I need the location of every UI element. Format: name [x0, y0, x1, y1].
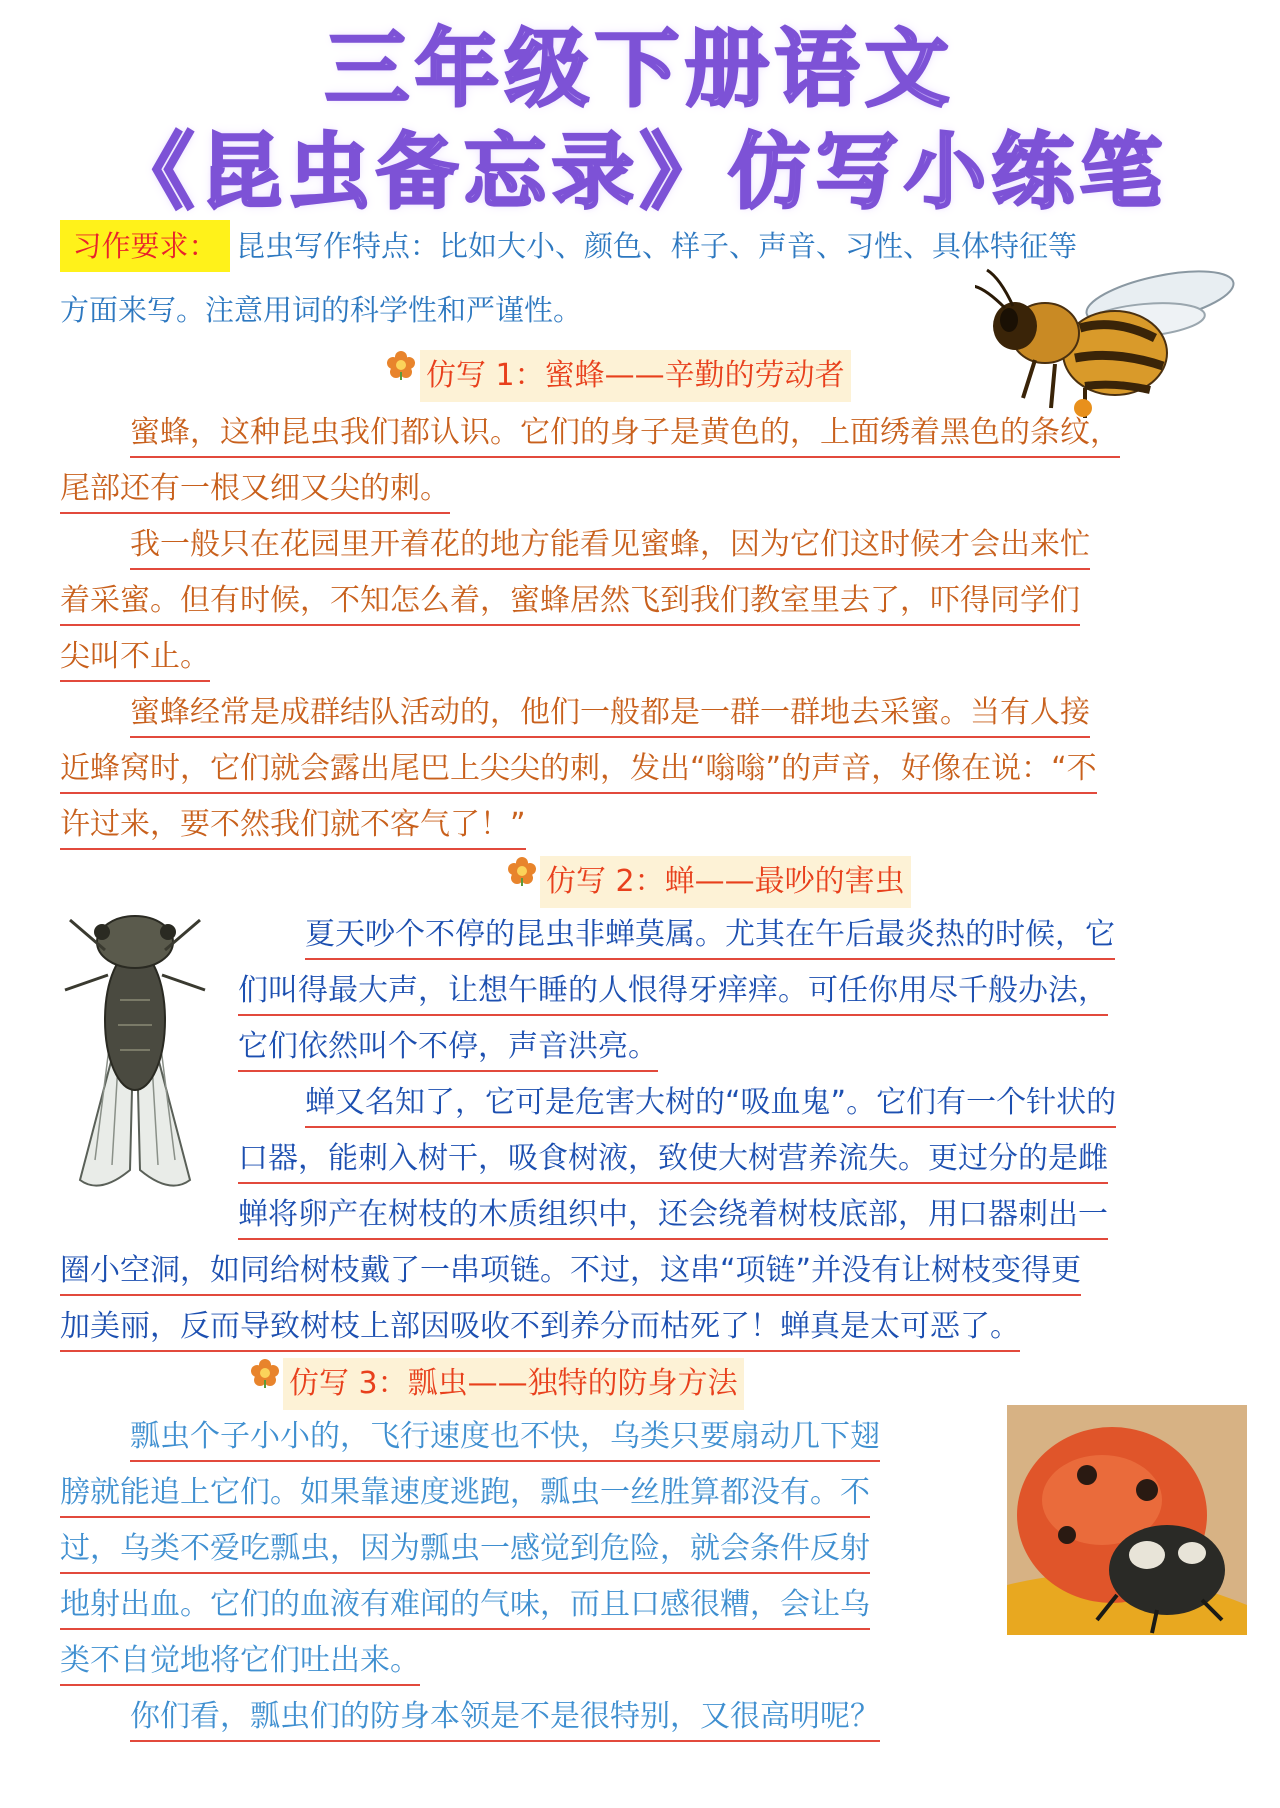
section-3-line: 你们看，瓢虫们的防身本领是不是很特别，又很高明呢？ — [130, 1694, 880, 1742]
section-2-line: 口器，能刺入树干，吸食树液，致使大树营养流失。更过分的是雌 — [238, 1136, 1108, 1184]
section-3-heading: 仿写 3：瓢虫——独特的防身方法 — [283, 1358, 744, 1410]
section-2-line: 蝉又名知了，它可是危害大树的“吸血鬼”。它们有一个针状的 — [305, 1080, 1116, 1128]
section-1-line: 蜜蜂，这种昆虫我们都认识。它们的身子是黄色的，上面绣着黑色的条纹， — [130, 410, 1120, 458]
bee-illustration — [975, 258, 1235, 423]
flower-icon — [250, 1358, 280, 1388]
section-2-line: 加美丽，反而导致树枝上部因吸收不到养分而枯死了！蝉真是太可恶了。 — [60, 1304, 1020, 1352]
section-2-heading: 仿写 2：蝉——最吵的害虫 — [540, 856, 911, 908]
flower-icon — [386, 350, 416, 380]
section-3-line: 地射出血。它们的血液有难闻的气味，而且口感很糟，会让乌 — [60, 1582, 870, 1630]
section-2-line: 它们依然叫个不停，声音洪亮。 — [238, 1024, 658, 1072]
section-1-line: 我一般只在花园里开着花的地方能看见蜜蜂，因为它们这时候才会出来忙 — [130, 522, 1090, 570]
ladybug-photo — [1007, 1405, 1247, 1635]
section-1-line: 尾部还有一根又细又尖的刺。 — [60, 466, 450, 514]
section-1-line: 近蜂窝时，它们就会露出尾巴上尖尖的刺，发出“嗡嗡”的声音，好像在说：“不 — [60, 746, 1097, 794]
section-2-line: 蝉将卵产在树枝的木质组织中，还会绕着树枝底部，用口器刺出一 — [238, 1192, 1108, 1240]
page-subtitle: 《昆虫备忘录》仿写小练笔 — [111, 125, 1168, 220]
section-2-line: 夏天吵个不停的昆虫非蝉莫属。尤其在午后最炎热的时候，它 — [305, 912, 1115, 960]
section-1-line: 着采蜜。但有时候，不知怎么着，蜜蜂居然飞到我们教室里去了，吓得同学们 — [60, 578, 1080, 626]
section-3-line: 膀就能追上它们。如果靠速度逃跑，瓢虫一丝胜算都没有。不 — [60, 1470, 870, 1518]
section-1-heading: 仿写 1：蜜蜂——辛勤的劳动者 — [420, 350, 851, 402]
requirement-line-1: 昆虫写作特点：比如大小、颜色、样子、声音、习性、具体特征等 — [236, 229, 1078, 263]
section-1-line: 蜜蜂经常是成群结队活动的，他们一般都是一群一群地去采蜜。当有人接 — [130, 690, 1090, 738]
flower-icon — [507, 856, 537, 886]
section-1-line: 许过来，要不然我们就不客气了！” — [60, 802, 526, 850]
section-2-line: 们叫得最大声，让想午睡的人恨得牙痒痒。可任你用尽千般办法， — [238, 968, 1108, 1016]
section-3-line: 过，乌类不爱吃瓢虫，因为瓢虫一感觉到危险，就会条件反射 — [60, 1526, 870, 1574]
section-3-line: 瓢虫个子小小的，飞行速度也不快，乌类只要扇动几下翅 — [130, 1414, 880, 1462]
requirement-line-2: 方面来写。注意用词的科学性和严谨性。 — [60, 293, 583, 327]
page-title: 三年级下册语文 — [324, 20, 955, 118]
requirement-label: 习作要求： — [60, 220, 230, 272]
section-1-line: 尖叫不止。 — [60, 634, 210, 682]
section-2-line: 圈小空洞，如同给树枝戴了一串项链。不过，这串“项链”并没有让树枝变得更 — [60, 1248, 1081, 1296]
section-3-line: 类不自觉地将它们吐出来。 — [60, 1638, 420, 1686]
cicada-illustration — [50, 880, 220, 1200]
